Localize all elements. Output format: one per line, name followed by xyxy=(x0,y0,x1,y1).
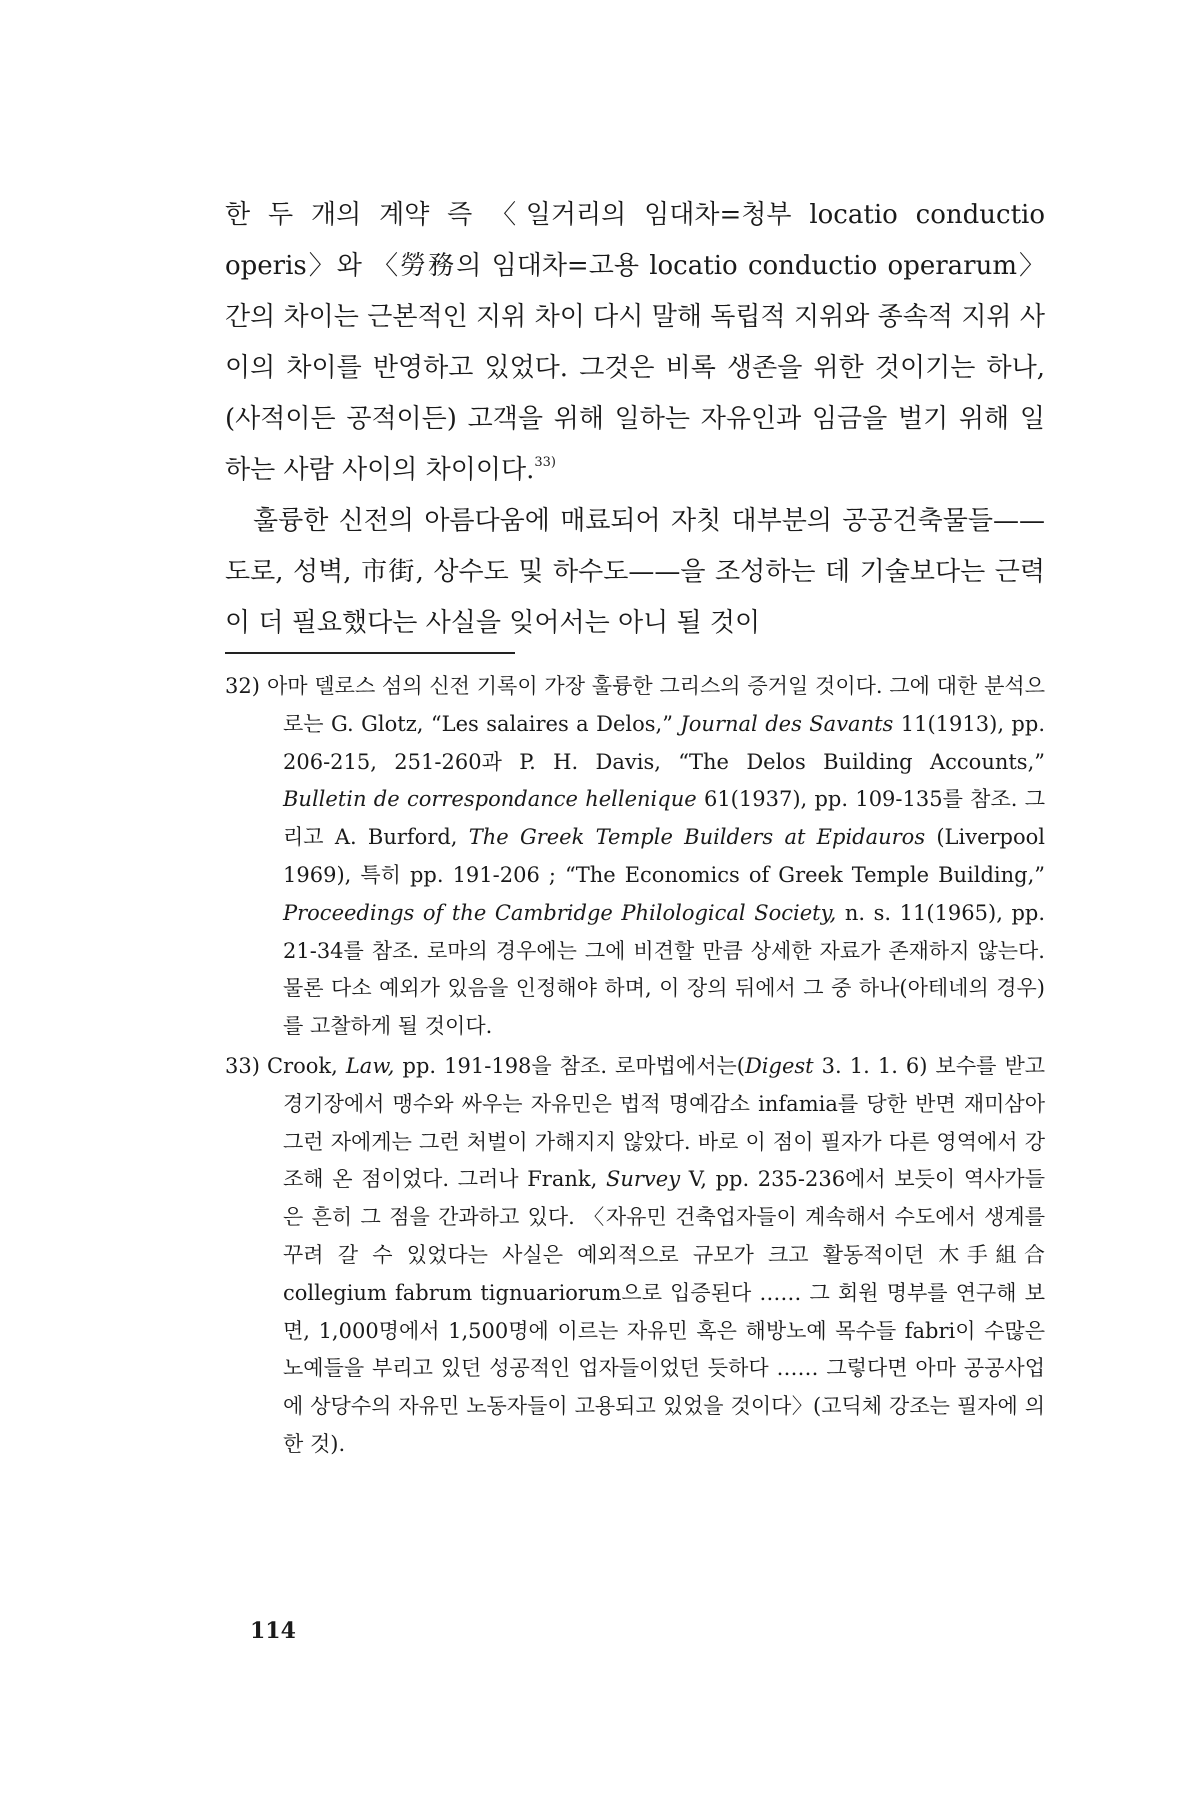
paragraph-1-text: 한 두 개의 계약 즉 〈일거리의 임대차=청부 locatio conductio operis〉와 〈勞務의 임대차=고용 locatio conductio operarum〉 간의 차이는 근본적인 지위 차이 다시 말해 독립적 지위와 종속적 지위 사이의 차이를 반영하고 있었다. 그것은 비록 생존을 위한 것이기는 하나, (사적이든 공적이든) 고객을 위해 일하는 자유인과 임금을 벌기 위해 일하는 사람 사이의 차이이다. xyxy=(225,200,1045,485)
footnote-33 xyxy=(225,1048,1045,1464)
paragraph-2: 훌륭한 신전의 아름다움에 매료되어 자칫 대부분의 공공건축물들——도로, 성벽, 市街, 상수도 및 하수도——을 조성하는 데 기술보다는 근력이 더 필요했다는 사실을 잊어서는 아니 될 것이 xyxy=(225,506,1045,638)
footnote-text: n. s. 11(1965), pp. 21-34를 참조. 로마의 경우에는 그에 비견할 만큼 상세한 자료가 존재하지 않는다. 물론 다소 예외가 있음을 인정해야 하며, 이 장의 뒤에서 그 중 하나(아테네의 경우)를 고찰하게 될 것이다. xyxy=(283,900,1046,1039)
citation-title: Digest xyxy=(744,1053,814,1078)
main-text xyxy=(225,190,1045,649)
citation-title: Law, xyxy=(345,1053,395,1078)
footnote-text: V, pp. 235-236에서 보듯이 역사가들은 흔히 그 점을 간과하고 있다. 〈자유민 건축업자들이 계속해서 수도에서 생계를 꾸려 갈 수 있었다는 사실은 예외적으로 규모가 크고 활동적이던 木手組合 collegium fabrum tignuariorum으로 입증된다 …… 그 회원 명부를 연구해 보면, 1,000명에서 1,500명에 이르는 자유민 혹은 해방노예 목수들 fabri이 수많은 노예들을 부리고 있던 성공적인 업자들이었던 듯하다 …… 그렇다면 아마 공공사업에 상당수의 자유민 노동자들이 고용되고 있었을 것이다〉(고딕체 강조는 필자에 의한 것). xyxy=(283,1167,1045,1456)
citation-title: Journal des Savants xyxy=(680,711,894,736)
footnote-text: (Liverpool 1969), 특히 pp. 191-206 ; “The Economics of Greek Temple Building,” xyxy=(283,825,1045,887)
footnote-text: 아마 델로스 섬의 신전 기록이 가장 훌륭한 그리스의 증거일 것이다. 그에 대한 분석으로는 G. Glotz, “Les salaires a Delos,” xyxy=(267,674,1045,736)
citation-title: Bulletin de correspondance hellenique xyxy=(283,787,697,812)
citation-title: The Greek Temple Builders at Epidauros xyxy=(468,825,926,850)
footnote-text: 11(1913), pp. 206-215, 251-260과 P. H. Davis, “The Delos Building Accounts,” xyxy=(283,711,1045,774)
footnote-32 xyxy=(225,668,1045,1046)
footnote-number: 33) xyxy=(225,1053,260,1078)
citation-title: Survey xyxy=(605,1167,681,1192)
page-number: 114 xyxy=(250,1618,296,1644)
paragraph-1 xyxy=(225,190,1045,496)
footnote-text: Crook, xyxy=(267,1053,346,1078)
footnote-text: pp. 191-198을 참조. 로마법에서는( xyxy=(394,1053,745,1078)
footnote-divider xyxy=(225,652,515,654)
footnotes xyxy=(225,668,1045,1464)
citation-title: Proceedings of the Cambridge Philological Society, xyxy=(283,900,837,925)
footnote-text: 61(1937), pp. 109-135를 참조. 그리고 A. Burford, xyxy=(283,787,1045,850)
footnote-number: 32) xyxy=(225,674,260,698)
footnote-text: 3. 1. 1. 6) 보수를 받고 경기장에서 맹수와 싸우는 자유민은 법적 명예감소 infamia를 당한 반면 재미삼아 그런 자에게는 그런 처벌이 가해지지 않았다. 바로 이 점이 필자가 다른 영역에서 강조해 온 점이었다. 그러나 Frank, xyxy=(283,1053,1046,1192)
footnote-ref-33: 33) xyxy=(534,455,556,470)
